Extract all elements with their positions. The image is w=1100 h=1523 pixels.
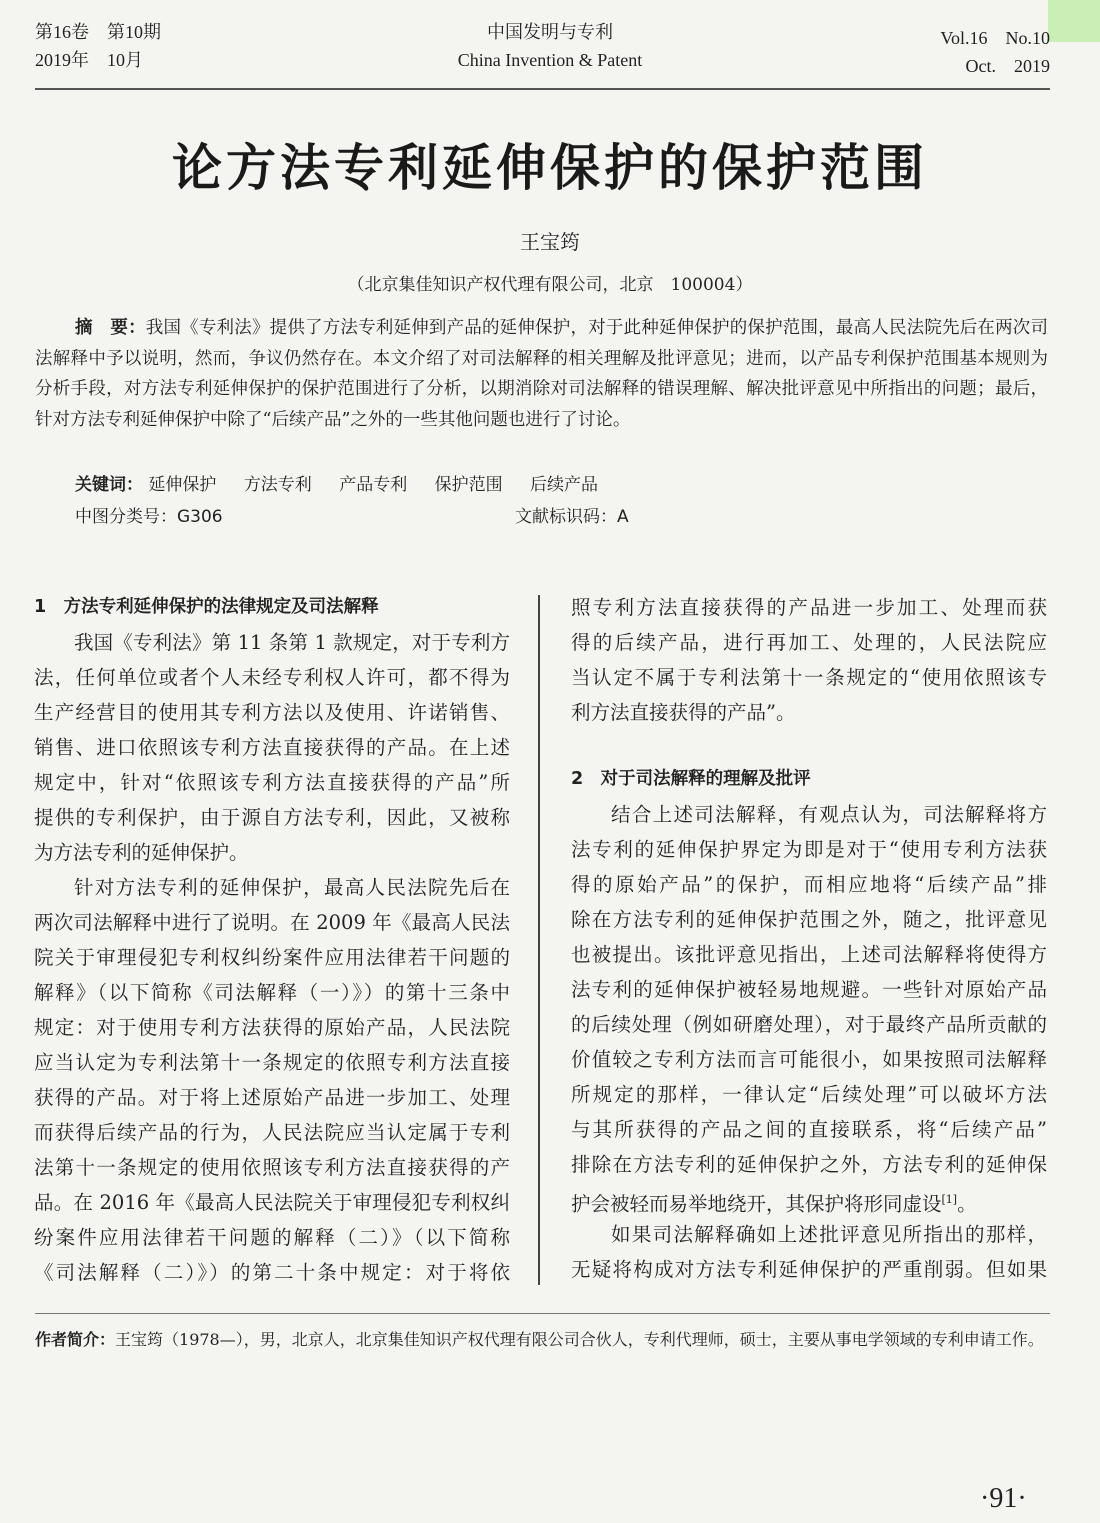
volume-issue-cn: 第16卷 第10期 xyxy=(35,22,161,42)
text-line: 价值较之专利方法而言可能很小，如果按照司法解释 xyxy=(571,1048,1047,1071)
journal-name-en: China Invention & Patent xyxy=(457,50,643,70)
keyword: 产品专利 xyxy=(339,475,408,495)
author-name: 王宝筠 xyxy=(520,230,580,254)
text-line: 无疑将构成对方法专利延伸保护的严重削弱。但如果 xyxy=(571,1258,1047,1281)
text-line: 纷案件应用法律若干问题的解释（二）》（以下简称 xyxy=(34,1226,510,1249)
text-line: 规定中，针对“依照该专利方法直接获得的产品”所 xyxy=(34,771,510,794)
abstract-label: 摘 要： xyxy=(75,318,146,338)
text-line: 也被提出。该批评意见指出，上述司法解释将使得方 xyxy=(571,943,1047,966)
document-code-value: A xyxy=(617,507,629,527)
text-line: 排除在方法专利的延伸保护之外，方法专利的延伸保 xyxy=(571,1153,1047,1176)
body-paragraph xyxy=(34,625,510,870)
text-line: 法，任何单位或者个人未经专利权人许可，都不得为 xyxy=(34,666,510,689)
author-bio-footnote xyxy=(35,1325,1048,1355)
author-bio-text: 王宝筠（1978—），男，北京人，北京集佳知识产权代理有限公司合伙人，专利代理师，硕士，主要从事电学领域的专利申请工作。 xyxy=(115,1330,1044,1349)
text-line: 生产经营目的使用其专利方法以及使用、许诺销售、 xyxy=(34,701,510,724)
abstract xyxy=(35,313,1048,435)
text-line: 品。在 2016 年《最高人民法院关于审理侵犯专利权纠 xyxy=(34,1191,510,1214)
text-line: 法专利的延伸保护被轻易地规避。一些针对原始产品 xyxy=(571,978,1047,1001)
column-divider xyxy=(538,595,540,1285)
text-line: 护会被轻而易举地绕开，其保护将形同虚设[1]。 xyxy=(571,1192,977,1216)
text-line: 得的原始产品”的保护，而相应地将“后续产品”排 xyxy=(571,873,1047,896)
keywords xyxy=(75,470,620,495)
text-line: 《司法解释（二）》）的第二十条中规定：对于将依 xyxy=(34,1261,510,1284)
footnote-rule xyxy=(35,1313,1050,1314)
text-line: 与其所获得的产品之间的直接联系，将“后续产品” xyxy=(571,1118,1047,1141)
text-line: 规定：对于使用专利方法获得的原始产品，人民法院 xyxy=(34,1016,510,1039)
keyword: 方法专利 xyxy=(243,475,312,495)
text-line: 法第十一条规定的使用依照该专利方法直接获得的产 xyxy=(34,1156,510,1179)
text-line: 而获得后续产品的行为，人民法院应当认定属于专利 xyxy=(34,1121,510,1144)
journal-name-cn: 中国发明与专利 xyxy=(487,22,613,42)
section-heading: 1 方法专利延伸保护的法律规定及司法解释 xyxy=(34,597,379,617)
text-line: 销售、进口依照该专利方法直接获得的产品。在上述 xyxy=(34,736,510,759)
text-line: 两次司法解释中进行了说明。在 2009 年《最高人民法 xyxy=(34,911,510,934)
text-line: 我国《专利法》第 11 条第 1 款规定，对于专利方 xyxy=(74,631,510,654)
body-column-right xyxy=(571,590,1047,1287)
text-line: 解释》（以下简称《司法解释（一）》）的第十三条中 xyxy=(34,981,510,1004)
text-line: 得的后续产品，进行再加工、处理的，人民法院应 xyxy=(571,631,1047,654)
classification-label: 中图分类号： xyxy=(75,507,177,527)
text-line: 结合上述司法解释，有观点认为，司法解释将方 xyxy=(611,803,1047,826)
section-heading: 2 对于司法解释的理解及批评 xyxy=(571,769,811,789)
text-line: 获得的产品。对于将上述原始产品进一步加工、处理 xyxy=(34,1086,510,1109)
document-code xyxy=(515,502,629,527)
text-line: 提供的专利保护，由于源自方法专利，因此，又被称 xyxy=(34,806,510,829)
text-line: 的后续处理（例如研磨处理），对于最终产品所贡献的 xyxy=(571,1013,1047,1036)
volume-issue-en: Vol.16 No.10 xyxy=(940,28,1050,48)
date-en: Oct. 2019 xyxy=(965,56,1050,76)
article-title: 论方法专利延伸保护的保护范围 xyxy=(172,138,928,197)
date-cn: 2019年 10月 xyxy=(35,50,143,70)
body-paragraph xyxy=(571,590,1047,730)
classification-value: G306 xyxy=(177,507,223,527)
abstract-text: 我国《专利法》提供了方法专利延伸到产品的延伸保护，对于此种延伸保护的保护范围，最高人民法院先后在两次司法解释中予以说明，然而，争议仍然存在。本文介绍了对司法解释的相关理解及批评意见；进而，以产品专利保护范围基本规则为分析手段，对方法专利延伸保护的保护范围进行了分析，以期消除对司法解释的错误理解、解决批评意见中所指出的问题；最后，针对方法专利延伸保护中除了“后续产品”之外的一些其他问题也进行了讨论。 xyxy=(35,318,1048,430)
keywords-label: 关键词： xyxy=(75,475,143,495)
page-number: ·91· xyxy=(980,1483,1027,1514)
keyword: 后续产品 xyxy=(530,475,599,495)
text-line: 为方法专利的延伸保护。 xyxy=(34,841,249,864)
header-rule xyxy=(35,88,1050,90)
body-paragraph xyxy=(34,870,510,1290)
body-paragraph xyxy=(571,797,1047,1217)
text-line: 如果司法解释确如上述批评意见所指出的那样， xyxy=(611,1223,1047,1246)
author-bio-label: 作者简介： xyxy=(35,1330,116,1349)
text-line: 法专利的延伸保护界定为即是对于“使用专利方法获 xyxy=(571,838,1047,861)
text-line: 除在方法专利的延伸保护范围之外，随之，批评意见 xyxy=(571,908,1047,931)
text-line: 应当认定为专利法第十一条规定的依照专利方法直接 xyxy=(34,1051,510,1074)
body-paragraph xyxy=(571,1217,1047,1287)
keyword: 延伸保护 xyxy=(148,475,217,495)
keyword: 保护范围 xyxy=(434,475,503,495)
text-line: 当认定不属于专利法第十一条规定的“使用依照该专 xyxy=(571,666,1047,689)
author-affiliation: （北京集佳知识产权代理有限公司，北京 100004） xyxy=(347,275,753,295)
text-line: 针对方法专利的延伸保护，最高人民法院先后在 xyxy=(74,876,510,899)
text-line: 利方法直接获得的产品”。 xyxy=(571,701,796,724)
text-line: 所规定的那样，一律认定“后续处理”可以破坏方法 xyxy=(571,1083,1047,1106)
body-column-left xyxy=(34,590,510,1290)
text-line: 照专利方法直接获得的产品进一步加工、处理而获 xyxy=(571,596,1047,619)
header-right xyxy=(880,24,1050,80)
classification-number xyxy=(75,502,223,527)
text-line: 院关于审理侵犯专利权纠纷案件应用法律若干问题的 xyxy=(34,946,510,969)
document-code-label: 文献标识码： xyxy=(515,507,617,527)
